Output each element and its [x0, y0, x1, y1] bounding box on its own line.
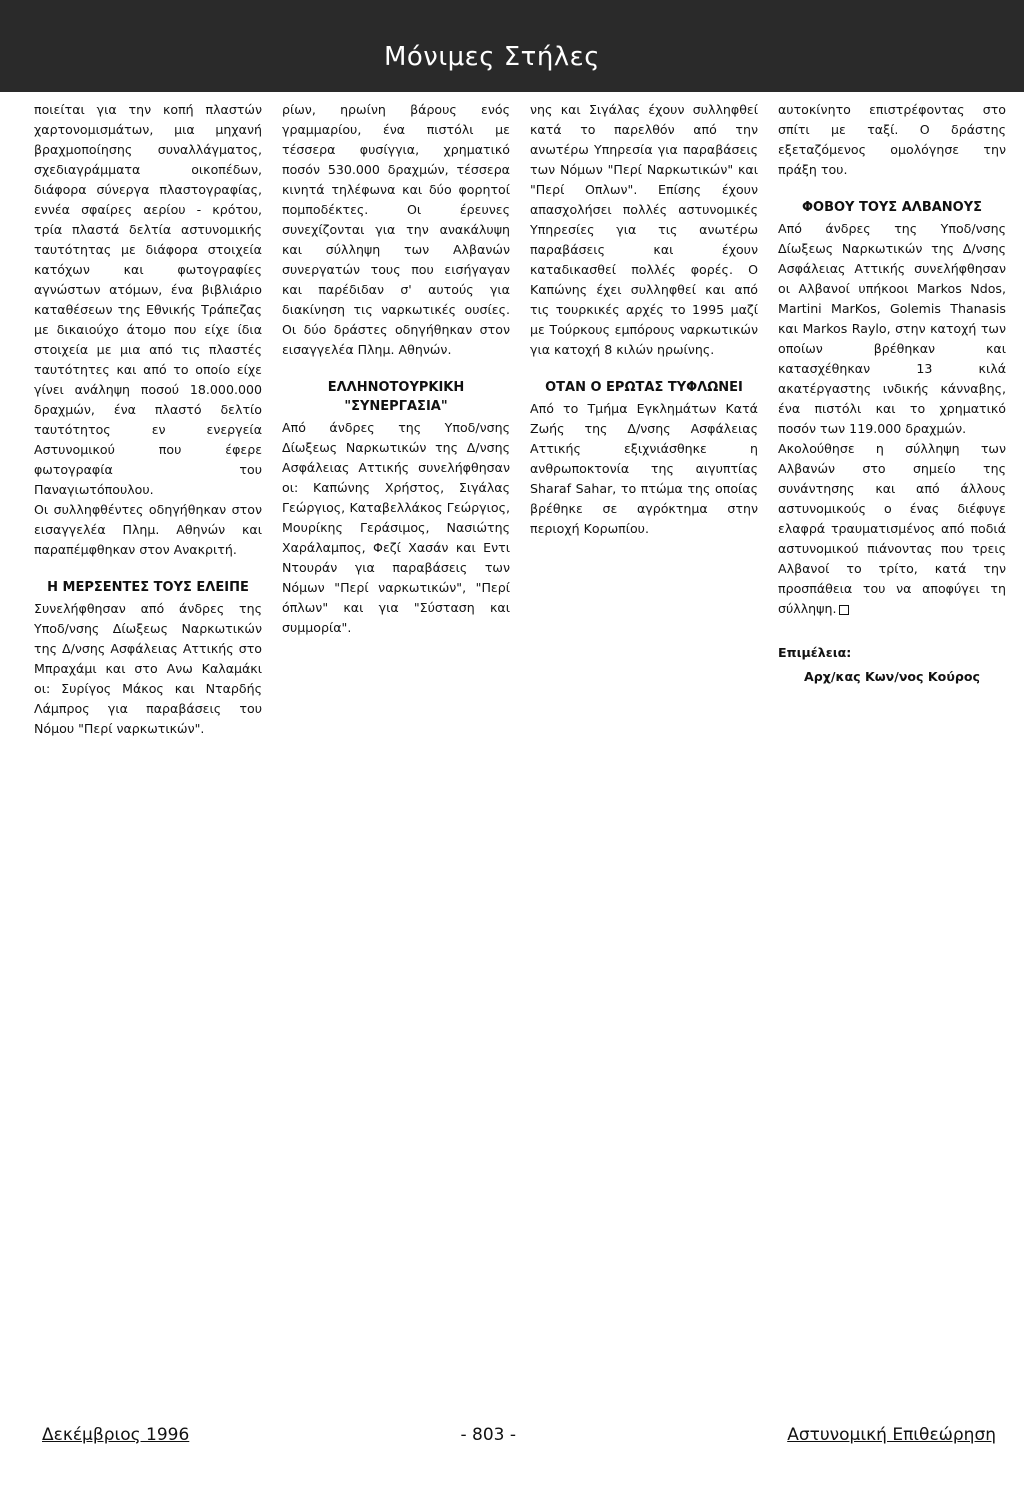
column-4-paragraph [778, 439, 1006, 619]
article-heading: ΟΤΑΝ Ο ΕΡΩΤΑΣ ΤΥΦΛΩΝΕΙ [545, 380, 743, 395]
column-2 [282, 100, 510, 739]
column-3 [530, 100, 758, 739]
column-4-paragraph-text: Ακολούθησε η σύλληψη των Αλβανών στο σημείο της συνάντησης και από άλλους αστυνομικούς ο ένας διέφυγε ελαφρά τραυματισμένος από ποδιά αστυνομικού πιάνοντας που τρεις Αλβανοί το τρίτο, κατά την προσπάθεια του να αποφύγει τη σύλληψη. [778, 441, 1006, 616]
column-3-paragraph: νης και Σιγάλας έχουν συλληφθεί κατά το παρελθόν από την ανωτέρω Υπηρεσία για παραβάσεις των Νόμων "Περί Ναρκωτικών" και "Περί Οπλων". Επίσης έχουν απασχολήσει πολλές αστυνομικές Υπηρεσίες για τις ανωτέρω παραβάσεις και έχουν καταδικασθεί πολλές φορές. Ο Καπώνης έχει συλληφθεί και από τις τουρκικές αρχές το 1995 μαζί με Τούρκους εμπόρους ναρκωτικών για κατοχή 8 κιλών ηρωίνης. [530, 102, 758, 357]
footer-date: Δεκέμβριος 1996 [42, 1425, 190, 1445]
section-title: Μόνιμες Στήλες [383, 42, 600, 72]
article-heading: ΦΟΒΟΥ ΤΟΥΣ ΑΛΒΑΝΟΥΣ [801, 200, 983, 215]
column-1-paragraph: ποιείται για την κοπή πλαστών χαρτονομισμάτων, μια μηχανή βραχμοποίησης συναλλάγματος, σχεδιαγράμματα οικοπέδων, διάφορα σύνεργα πλαστογραφίας, εννέα σφαίρες αερίου - κρότου, τρία πλαστά δελτία αστυνομικής ταυτότητας με διάφορα στοιχεία κατόχων και φωτογραφίες αγνώστων ατόμων, ένα βιβλιάριο καταθέσεων της Εθνικής Τράπεζας με δικαιούχο άτομο που είχε ίδια στοιχεία με μια από τις πλαστές ταυτότητες και από το οποίο είχε γίνει ανάληψη ποσού 18.000.000 δραχμών, ένα πλαστό δελτίο ταυτότητος εν ενεργεία Αστυνομικού που έφερε φωτογραφία του Παναγιωτόπουλου. [34, 102, 262, 497]
article-heading: ΕΛΛΗΝΟΤΟΥΡΚΙΚΗ "ΣΥΝΕΡΓΑΣΙΑ" [327, 380, 465, 414]
footer-magazine-name: Αστυνομική Επιθεώρηση [787, 1425, 996, 1445]
column-4-paragraph: Από άνδρες της Υποδ/νσης Δίωξεως Ναρκωτικών της Δ/νσης Ασφάλειας Αττικής συνελήφθησαν οι Αλβανοί υπήκοοι Markos Ndos, Martini MarKos, Golemis Thanasis και Markos Raylo, στην κατοχή των οποίων βρέθηκαν και κατασχέθηκαν 13 κιλά ακατέργαστης ινδικής κάνναβης, ένα πιστόλι και το χρηματικό ποσόν των 119.000 δραχμών. [778, 221, 1006, 436]
column-2-paragraph: Από άνδρες της Υποδ/νσης Δίωξεως Ναρκωτικών της Δ/νσης Ασφάλειας Αττικής συνελήφθησαν οι: Καπώνης Χρήστος, Σιγάλας Γεώργιος, Καταβελλάκος Γεώργιος, Μουρίκης Γεράσιμος, Νασιώτης Χαράλαμπος, Φεζί Χασάν και Εντι Ντουράν για παραβάσεις των Νόμων "Περί ναρκωτικών", "Περί όπλων" και για "Σύσταση και συμμορία". [282, 420, 510, 635]
byline-label: Επιμέλεια: [778, 645, 852, 660]
end-of-article-icon [839, 605, 849, 615]
column-2-paragraph: ρίων, ηρωίνη βάρους ενός γραμμαρίου, ένα πιστόλι με τέσσερα φυσίγγια, χρηματικό ποσόν 530.000 δραχμών, τέσσερα κινητά τηλέφωνα και δύο φορητοί πομποδέκτες. Οι έρευνες συνεχίζονται για την ανακάλυψη και σύλληψη των Αλβανών συνεργατών τους που εισήγαγαν και παρέδιδαν σ' αυτούς για διακίνηση τις ναρκωτικές ουσίες. Οι δύο δράστες οδηγήθηκαν στον εισαγγελέα Πλημ. Αθηνών. [282, 102, 510, 357]
column-1-paragraph: Οι συλληφθέντες οδηγήθηκαν στον εισαγγελέα Πλημ. Αθηνών και παραπέμφθηκαν στον Ανακριτή. [34, 502, 262, 557]
column-4 [778, 100, 1006, 739]
byline [778, 641, 1006, 689]
article-heading: Η ΜΕΡΣΕΝΤΕΣ ΤΟΥΣ ΕΛΕΙΠΕ [47, 580, 249, 595]
column-1-paragraph: Συνελήφθησαν από άνδρες της Υποδ/νσης Δίωξεως Ναρκωτικών της Δ/νσης Ασφάλειας Αττικής στο Μπραχάμι και στο Ανω Καλαμάκι οι: Συρίγος Μάκος και Νταρδής Λάμπρος για παραβάσεις του Νόμου "Περί ναρκωτικών". [34, 601, 262, 736]
page-footer [42, 1424, 996, 1446]
byline-name: Αρχ/κας Κων/νος Κούρος [804, 669, 980, 684]
column-4-paragraph: αυτοκίνητο επιστρέφοντας στο σπίτι με ταξί. Ο δράστης εξεταζόμενος ομολόγησε την πράξη του. [778, 102, 1006, 177]
column-1 [34, 100, 262, 739]
section-header-bar [0, 0, 1024, 92]
article-columns [34, 100, 1006, 739]
footer-page-number: - 803 - [460, 1425, 516, 1445]
column-3-paragraph: Από το Τμήμα Εγκλημάτων Κατά Ζωής της Δ/νσης Ασφάλειας Αττικής εξιχνιάσθηκε η ανθρωποκτονία της αιγυπτίας Sharaf Sahar, το πτώμα της οποίας βρέθηκε σε αγρόκτημα στην περιοχή Κορωπίου. [530, 401, 758, 536]
